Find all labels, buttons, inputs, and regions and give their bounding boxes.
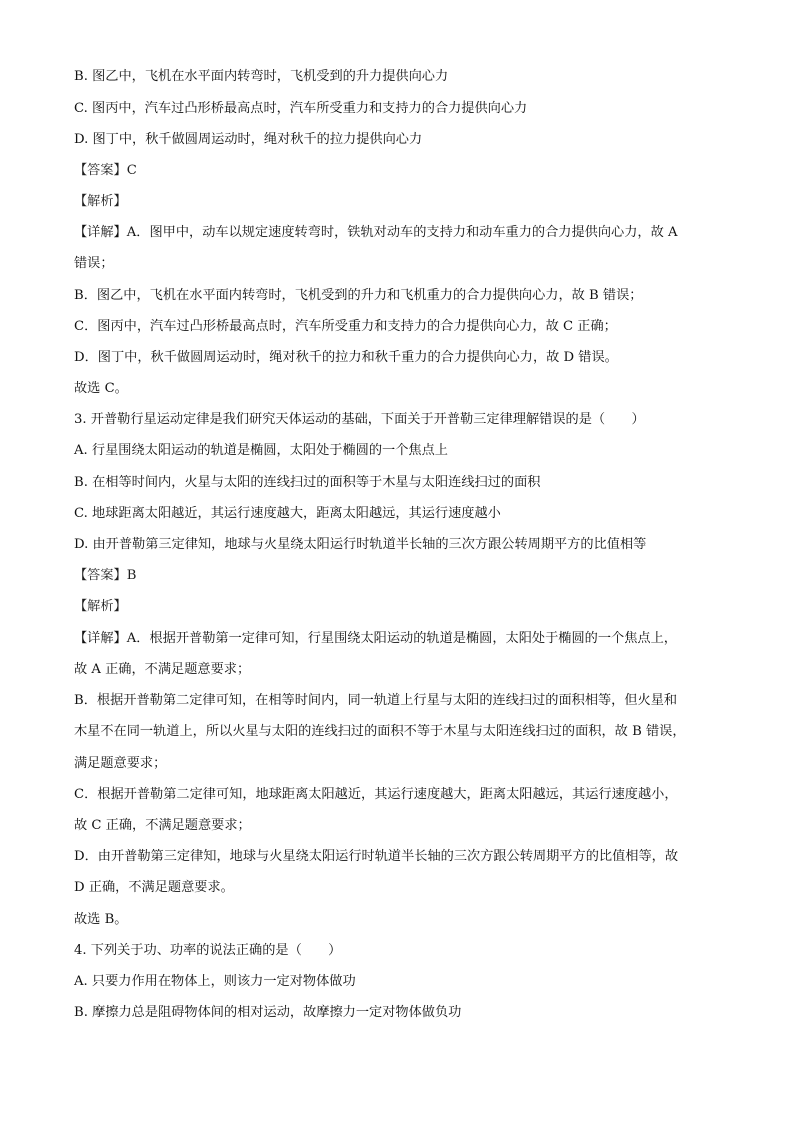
explanation-line: B．根据开普勒第二定律可知，在相等时间内，同一轨道上行星与太阳的连线扫过的面积相等，但火星和	[74, 693, 678, 708]
conclusion-line: 故选 C。	[74, 381, 128, 396]
question-4-option-b: B. 摩擦力总是阻碍物体间的相对运动，故摩擦力一定对物体做负功	[74, 1005, 462, 1020]
explanation-line: 【详解】A．图甲中，动车以规定速度转弯时，铁轨对动车的支持力和动车重力的合力提供向心力，故 A	[74, 225, 678, 240]
explanation-line: D．由开普勒第三定律知，地球与火星绕太阳运行时轨道半长轴的三次方跟公转周期平方的比值相等，故	[74, 849, 679, 864]
explanation-line: 故 C 正确，不满足题意要求；	[74, 818, 251, 833]
explanation-line: C．图丙中，汽车过凸形桥最高点时，汽车所受重力和支持力的合力提供向心力，故 C 正确；	[74, 319, 617, 334]
question-3-stem: 3. 开普勒行星运动定律是我们研究天体运动的基础，下面关于开普勒三定律理解错误的是（ ）	[74, 412, 645, 427]
question-3-option-b: B. 在相等时间内，火星与太阳的连线扫过的面积等于木星与太阳连线扫过的面积	[74, 475, 541, 490]
question-3-option-a: A. 行星围绕太阳运动的轨道是椭圆，太阳处于椭圆的一个焦点上	[74, 443, 448, 458]
explanation-line: 【详解】A．根据开普勒第一定律可知，行星围绕太阳运动的轨道是椭圆，太阳处于椭圆的一个焦点上，	[74, 631, 677, 646]
question-3-option-c: C. 地球距离太阳越近，其运行速度越大，距离太阳越远，其运行速度越小	[74, 506, 501, 521]
option-c-line: C. 图丙中，汽车过凸形桥最高点时，汽车所受重力和支持力的合力提供向心力	[74, 101, 528, 116]
conclusion-line: 故选 B。	[74, 912, 128, 927]
answer-label: 【答案】C	[74, 163, 137, 178]
analysis-label: 【解析】	[74, 599, 127, 614]
question-4-stem: 4. 下列关于功、功率的说法正确的是（ ）	[74, 943, 342, 958]
explanation-line: D 正确，不满足题意要求。	[74, 880, 234, 895]
option-b-line: B. 图乙中，飞机在水平面内转弯时，飞机受到的升力提供向心力	[74, 69, 449, 84]
explanation-line: 木星不在同一轨道上，所以火星与太阳的连线扫过的面积不等于木星与太阳连线扫过的面积，故 B 错误，	[74, 724, 686, 739]
answer-label: 【答案】B	[74, 568, 137, 583]
explanation-line: 故 A 正确，不满足题意要求；	[74, 662, 251, 677]
explanation-line: 错误；	[74, 256, 114, 271]
explanation-line: D．图丁中，秋千做圆周运动时，绳对秋千的拉力和秋千重力的合力提供向心力，故 D 错误。	[74, 350, 618, 365]
explanation-line: 满足题意要求；	[74, 756, 167, 771]
analysis-label: 【解析】	[74, 194, 127, 209]
question-3-option-d: D. 由开普勒第三定律知，地球与火星绕太阳运行时轨道半长轴的三次方跟公转周期平方的比值相等	[74, 537, 647, 552]
explanation-line: B．图乙中，飞机在水平面内转弯时，飞机受到的升力和飞机重力的合力提供向心力，故 B 错误；	[74, 288, 643, 303]
question-4-option-a: A. 只要力作用在物体上，则该力一定对物体做功	[74, 974, 356, 989]
explanation-line: C．根据开普勒第二定律可知，地球距离太阳越近，其运行速度越大，距离太阳越远，其运行速度越小，	[74, 787, 678, 802]
option-d-line: D. 图丁中，秋千做圆周运动时，绳对秋千的拉力提供向心力	[74, 132, 423, 147]
